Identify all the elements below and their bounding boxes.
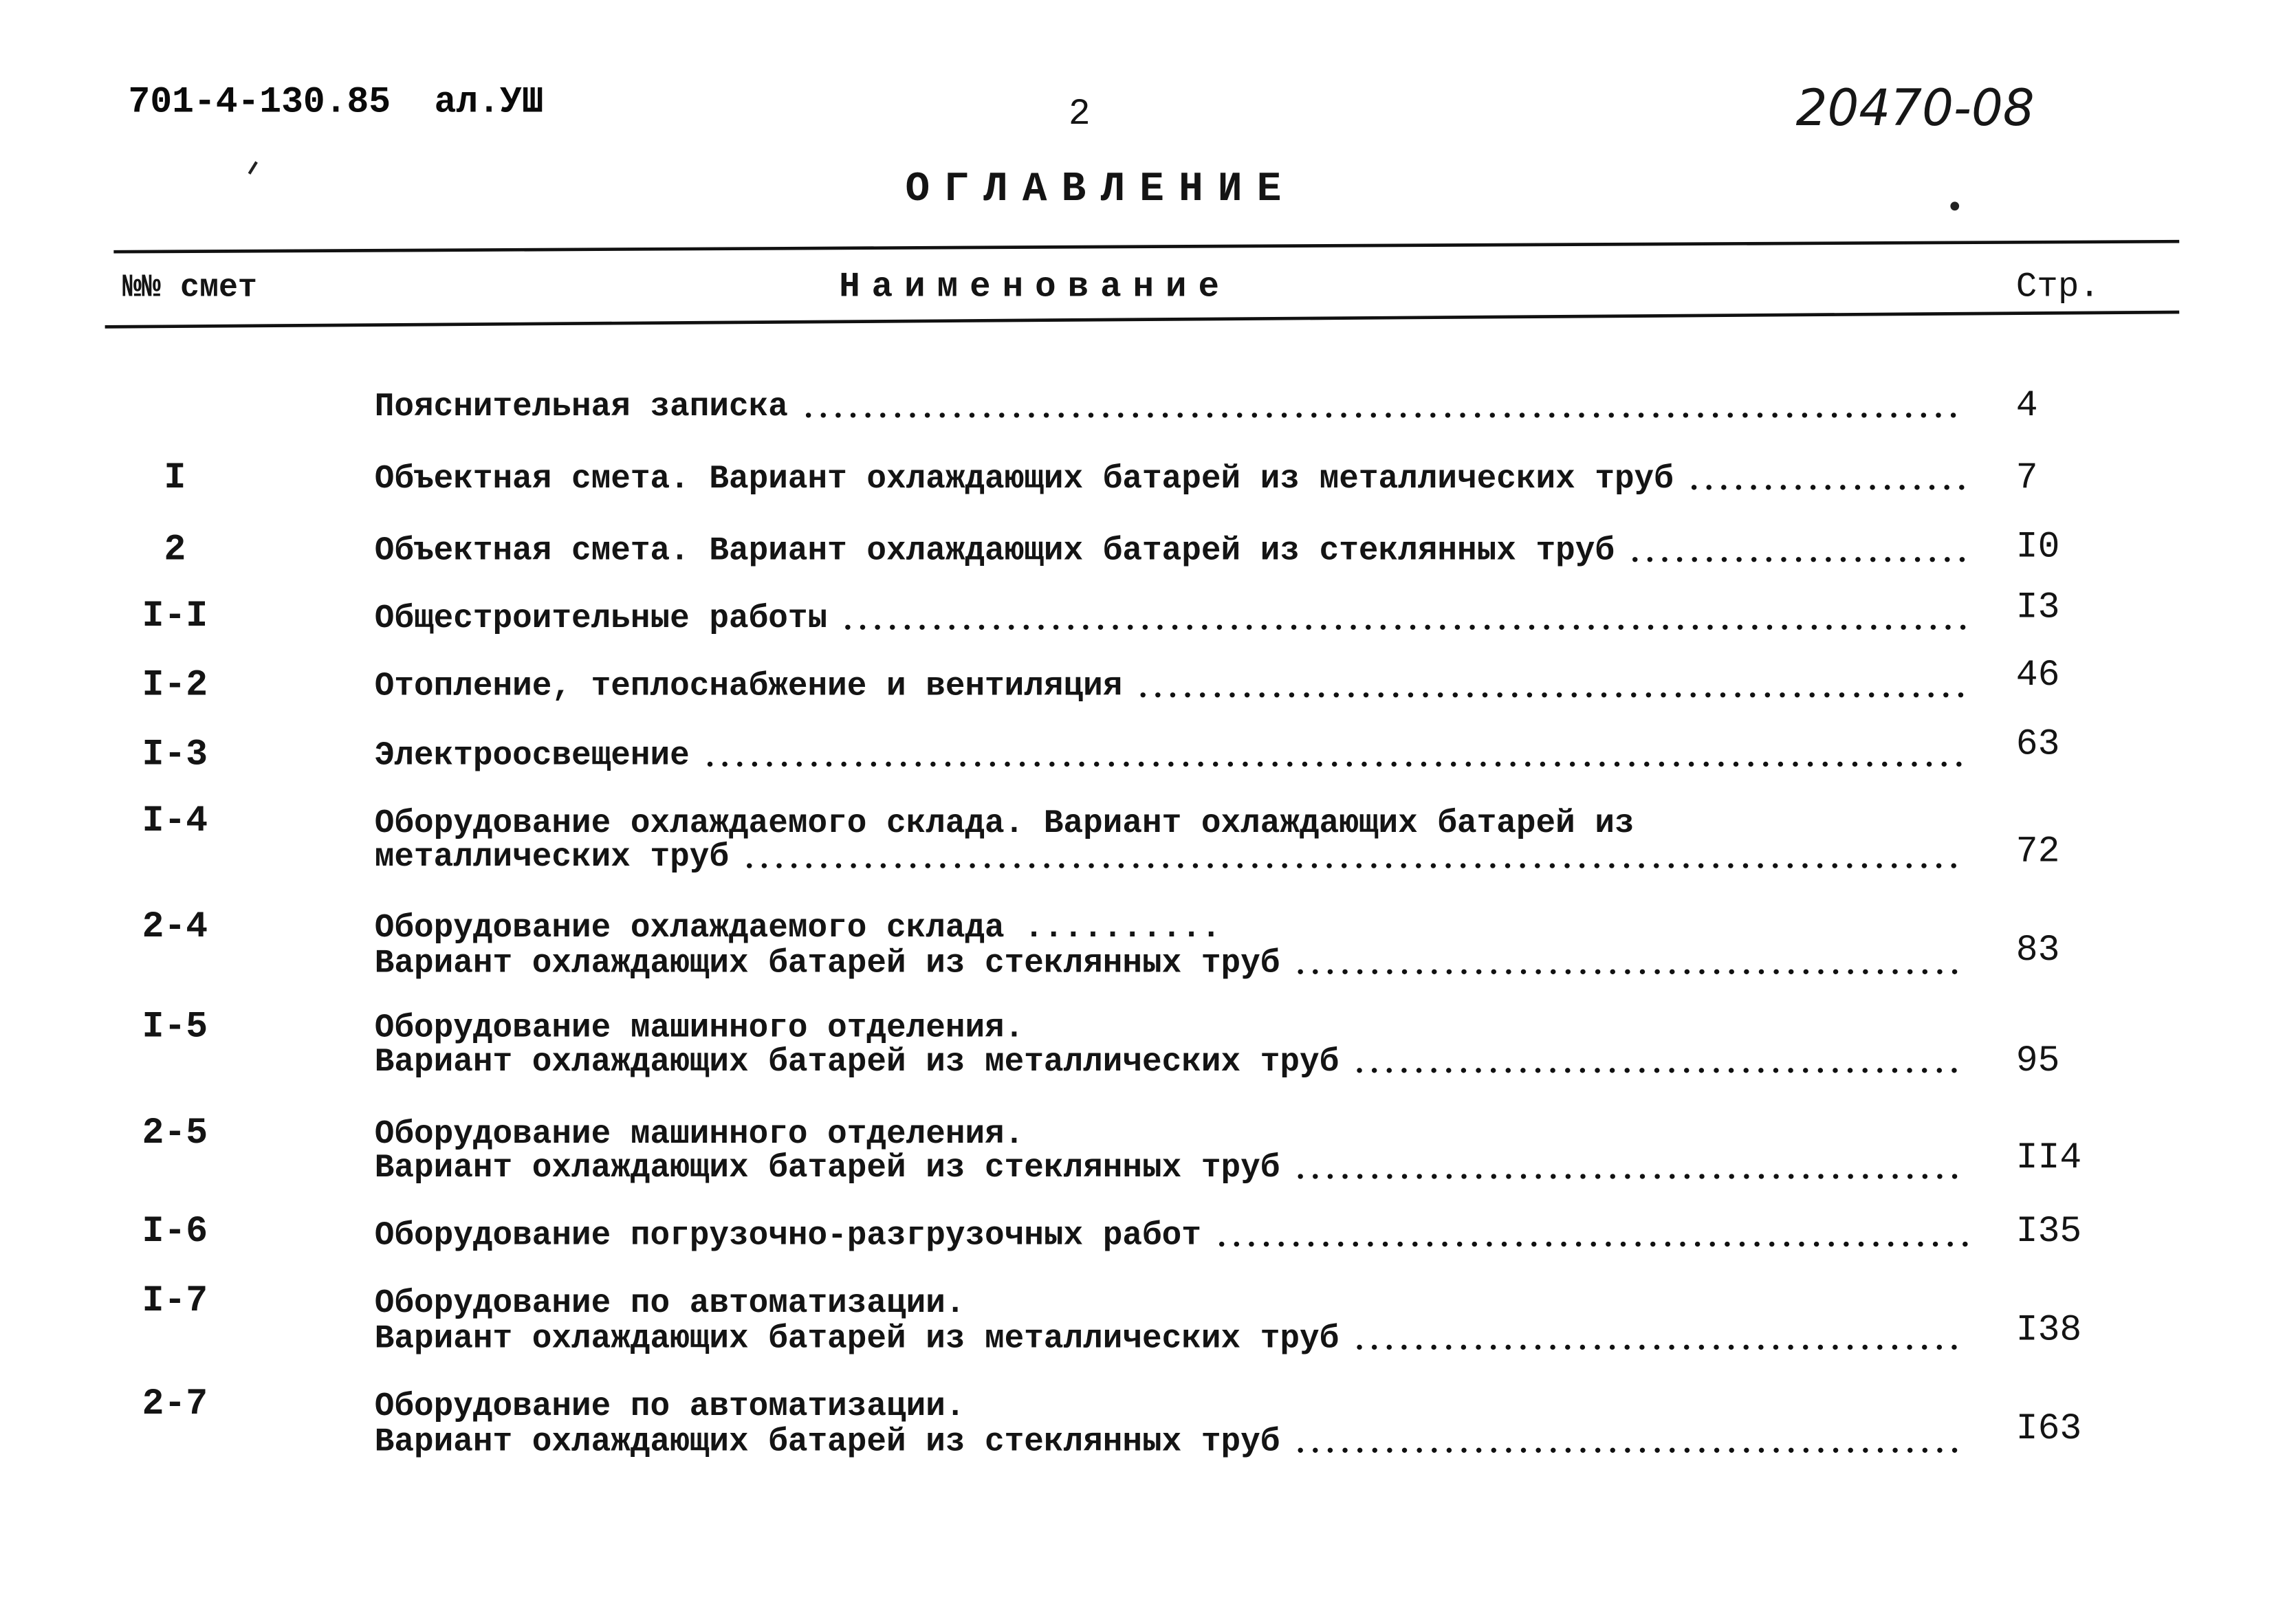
page-reference: 4	[2015, 384, 2038, 426]
estimate-number: 2-5	[142, 1112, 208, 1154]
entry-title-line: Оборудование машинного отделения.	[374, 1009, 1025, 1047]
page-reference: I3	[2015, 586, 2060, 628]
entry-title-line: Вариант охлаждающих батарей из стеклянных труб	[374, 1423, 1280, 1461]
column-header-page: Стр.	[2015, 267, 2100, 307]
entry-title-line: Оборудование машинного отделения.	[374, 1115, 1025, 1153]
estimate-number: 2-4	[142, 906, 208, 948]
estimate-number: I	[164, 457, 186, 498]
entry-title-line: Вариант охлаждающих батарей из стеклянных труб	[374, 1149, 1280, 1187]
entry-title-line: Оборудование охлаждаемого склада ..........	[374, 909, 1221, 947]
page-reference: 63	[2015, 723, 2060, 765]
page-reference: I38	[2015, 1309, 2082, 1351]
entry-title-line: Вариант охлаждающих батарей из металлических труб	[374, 1320, 1340, 1358]
scan-speck	[1950, 201, 1959, 210]
entry-title-line: Объектная смета. Вариант охлаждающих батарей из стеклянных труб	[374, 532, 1615, 570]
entry-title-line: металлических труб	[374, 838, 729, 877]
estimate-number: I-4	[142, 800, 208, 842]
entry-title-line: Оборудование погрузочно-разгрузочных работ	[374, 1217, 1201, 1255]
estimate-number: I-6	[142, 1211, 208, 1253]
entry-title-line: Вариант охлаждающих батарей из стеклянных труб	[374, 945, 1280, 983]
column-header-name: Наименование	[839, 267, 1232, 307]
page-reference: 46	[2015, 654, 2060, 696]
estimate-number: 2	[164, 529, 186, 571]
estimate-number: 2-7	[142, 1383, 208, 1425]
entry-title-line: Пояснительная записка	[374, 388, 788, 426]
estimate-number: I-I	[142, 595, 208, 637]
column-header-number: №№ смет	[122, 270, 257, 307]
document-code: 701-4-130.85 ал.УШ	[128, 81, 544, 123]
handwritten-archive-number: 20470-08	[1795, 79, 2035, 138]
entry-title-line: Электроосвещение	[374, 737, 690, 775]
page-reference: I0	[2015, 526, 2060, 568]
page-reference: II4	[2015, 1137, 2082, 1179]
page-reference: I63	[2015, 1407, 2082, 1450]
page-reference: 83	[2015, 929, 2060, 972]
page-reference: 95	[2015, 1040, 2060, 1082]
entry-title-line: Отопление, теплоснабжение и вентиляция	[374, 668, 1123, 705]
estimate-number: I-5	[142, 1006, 208, 1048]
page-reference: I35	[2015, 1211, 2082, 1253]
estimate-number: I-3	[142, 734, 208, 776]
estimate-number: I-2	[142, 664, 208, 706]
estimate-number: I-7	[142, 1280, 208, 1321]
page-reference: 72	[2015, 831, 2060, 873]
entry-title-line: Оборудование по автоматизации.	[374, 1387, 965, 1425]
page-title: ОГЛАВЛЕНИЕ	[905, 165, 1296, 213]
entry-title-line: Вариант охлаждающих батарей из металлических труб	[374, 1043, 1340, 1081]
entry-title-line: Оборудование по автоматизации.	[374, 1284, 965, 1323]
entry-title-line: Объектная смета. Вариант охлаждающих батарей из металлических труб	[374, 460, 1674, 498]
entry-title-line: Общестроительные работы	[374, 600, 828, 638]
entry-title-line: Оборудование охлаждаемого склада. Вариант охлаждающих батарей из	[374, 804, 1635, 842]
page-reference: 7	[2015, 457, 2038, 498]
page-number: 2	[1068, 93, 1091, 135]
